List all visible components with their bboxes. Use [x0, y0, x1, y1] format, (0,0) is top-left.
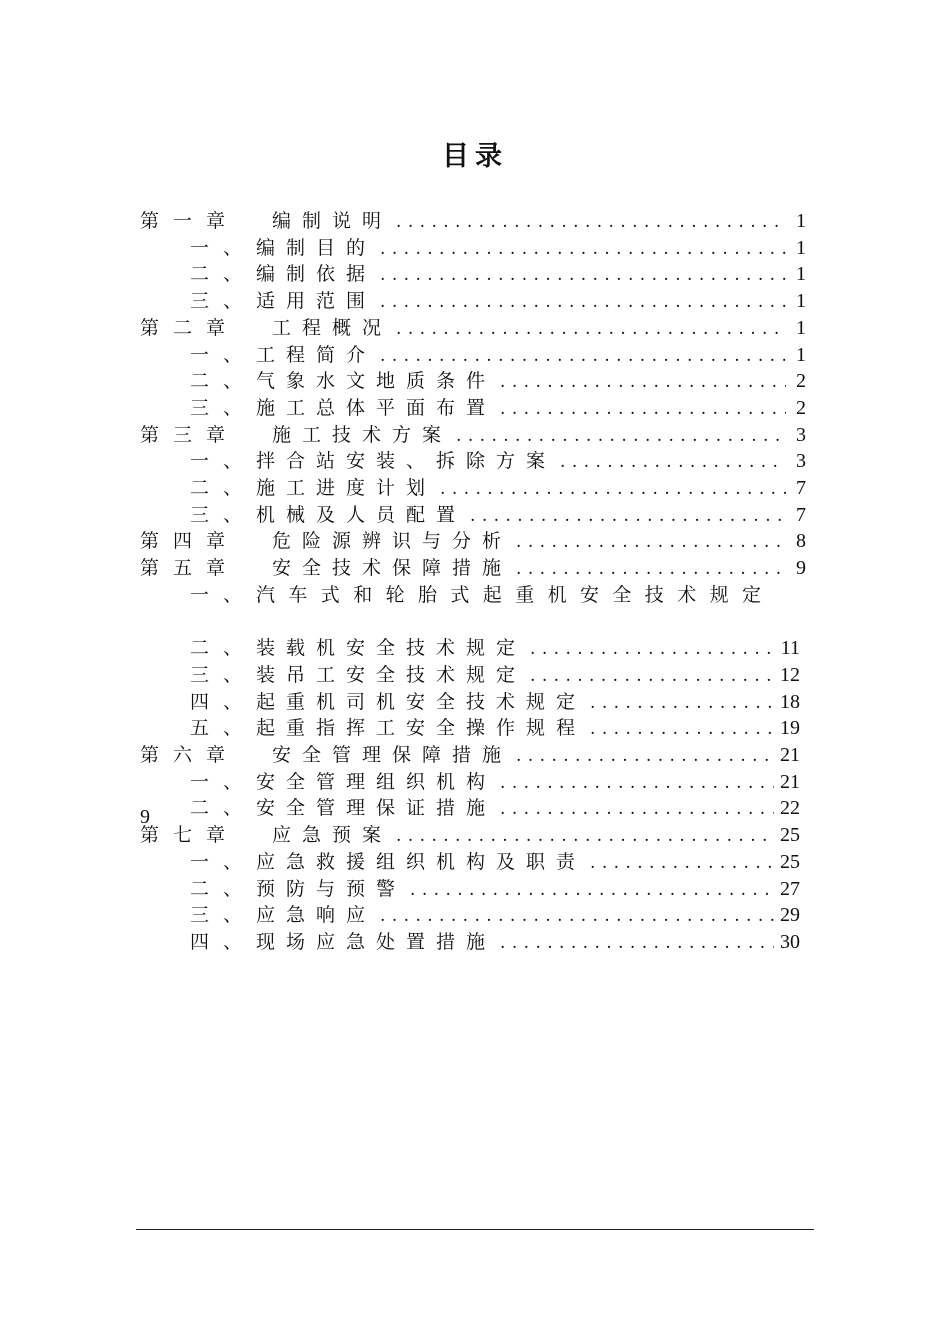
page-title: 目录: [442, 141, 508, 172]
dot-leader: [500, 796, 774, 823]
toc-title: 适用范围: [256, 290, 377, 313]
dot-leader: [590, 690, 774, 717]
dot-leader: [456, 423, 786, 450]
dot-leader: [516, 556, 786, 583]
footer-divider: [136, 1229, 814, 1230]
toc-section[interactable]: [190, 342, 806, 369]
toc-page: 18: [780, 690, 800, 713]
toc-title: 气象水文地质条件: [256, 370, 497, 393]
toc-title: 工程概况: [272, 316, 393, 339]
dot-leader: [560, 449, 786, 476]
toc-title: 现场应急处置措施: [256, 930, 497, 953]
toc-page: 25: [780, 850, 800, 873]
toc-chapter-7[interactable]: [140, 822, 800, 849]
toc-page: 21: [780, 744, 800, 766]
toc-title: 预防与预警: [256, 877, 407, 900]
dot-leader: [516, 529, 786, 556]
toc-page: 12: [780, 663, 800, 686]
dot-leader: [396, 209, 786, 236]
dot-leader: [500, 369, 786, 396]
toc-number: 三、: [190, 904, 257, 927]
toc-number: 第六章: [140, 744, 240, 766]
toc-chapter-5[interactable]: [140, 555, 806, 582]
toc-page: 3: [796, 423, 806, 446]
toc-title: 装吊工安全技术规定: [256, 663, 527, 686]
toc-chapter-1[interactable]: [140, 208, 806, 235]
toc-chapter-3[interactable]: [140, 422, 806, 449]
dot-leader: [530, 663, 774, 690]
toc-number: 第四章: [140, 530, 240, 553]
toc-number: 五、: [190, 717, 257, 740]
toc-page: 1: [796, 263, 806, 286]
dot-leader: [530, 636, 775, 663]
dot-leader: [500, 930, 774, 957]
toc-section[interactable]: [190, 795, 800, 822]
dot-leader: [500, 770, 774, 797]
toc-title: 起重指挥工安全操作规程: [256, 717, 587, 740]
toc-section[interactable]: [190, 769, 800, 796]
toc-section[interactable]: [190, 475, 806, 502]
toc-page: 1: [796, 290, 806, 313]
toc-page: 29: [780, 904, 800, 927]
dot-leader: [590, 716, 774, 743]
toc-number: 二、: [190, 637, 257, 660]
toc-title: 安全管理保障措施: [272, 744, 513, 766]
toc-number: 一、: [190, 450, 257, 473]
toc-chapter-4[interactable]: [140, 528, 806, 555]
toc-number: 二、: [190, 877, 257, 900]
toc-page: 9: [796, 557, 806, 580]
toc-number: 二、: [190, 797, 257, 820]
toc-section[interactable]: [190, 662, 800, 689]
dot-leader: [470, 503, 786, 530]
toc-number: 三、: [190, 503, 257, 526]
toc-number: 三、: [190, 663, 257, 686]
toc-section[interactable]: [190, 635, 800, 662]
dot-leader: [516, 743, 774, 770]
toc-page: 11: [780, 637, 800, 660]
toc-section[interactable]: [190, 876, 800, 903]
toc-number: 一、: [190, 583, 257, 606]
toc-section[interactable]: [190, 849, 800, 876]
toc-section[interactable]: [190, 689, 800, 716]
toc-title: 汽车式和轮胎式起重机安全技术规定: [256, 583, 775, 606]
toc-section[interactable]: [190, 368, 806, 395]
toc-number: 一、: [190, 770, 257, 793]
toc-number: 二、: [190, 370, 257, 393]
dot-leader: [380, 236, 786, 263]
toc-title: 装载机安全技术规定: [256, 637, 527, 660]
toc-title: 安全管理组织机构: [256, 770, 497, 793]
toc-page: 19: [780, 717, 800, 740]
toc-number: 一、: [190, 343, 257, 366]
toc-chapter-6[interactable]: [140, 742, 800, 769]
toc-title: 应急响应: [256, 904, 377, 927]
toc-title: 危险源辨识与分析: [272, 530, 513, 553]
toc-page: 27: [780, 877, 800, 900]
toc-title: 编制说明: [272, 210, 393, 232]
toc-number: 三、: [190, 396, 257, 419]
dot-leader: [380, 343, 786, 370]
toc-title: 施工技术方案: [272, 423, 453, 446]
toc-title: 施工总体平面布置: [256, 396, 497, 419]
toc-title: 安全管理保证措施: [256, 797, 497, 820]
toc-page: 2: [796, 396, 806, 419]
toc-section[interactable]: [190, 902, 800, 929]
dot-leader: [500, 396, 786, 423]
toc-title: 施工进度计划: [256, 477, 437, 499]
toc-number: 第五章: [140, 557, 240, 580]
toc-number: 一、: [190, 236, 257, 259]
toc-number: 三、: [190, 290, 257, 313]
toc-page: 1: [796, 316, 806, 339]
dot-leader: [410, 877, 774, 904]
toc-title: 编制目的: [256, 236, 377, 259]
toc-number: 二、: [190, 477, 257, 499]
toc-number: 二、: [190, 263, 257, 286]
dot-leader: [380, 289, 786, 316]
toc-title: 拌合站安装、拆除方案: [256, 450, 557, 473]
toc-title: 安全技术保障措施: [272, 557, 513, 580]
toc-section[interactable]: [190, 261, 806, 288]
toc-section[interactable]: [190, 502, 806, 529]
dot-leader: [380, 903, 774, 930]
toc-number: 第三章: [140, 423, 240, 446]
toc-page: 2: [796, 370, 806, 393]
toc-title: 编制依据: [256, 263, 377, 286]
toc-chapter-2[interactable]: [140, 315, 806, 342]
dot-leader: [380, 262, 786, 289]
dot-leader: [440, 476, 786, 503]
toc-page: 1: [796, 236, 806, 259]
toc-title: 应急预案: [272, 824, 393, 847]
toc-section[interactable]: [190, 288, 806, 315]
toc-page: 1: [796, 343, 806, 366]
dot-leader: [396, 823, 774, 850]
toc-section[interactable]: [190, 448, 806, 475]
toc-number: 第七章: [140, 824, 240, 847]
toc-page: 7: [796, 477, 806, 499]
toc-page: 30: [780, 930, 800, 953]
toc-page: 22: [780, 797, 800, 820]
toc-number: 第一章: [140, 210, 240, 232]
toc-number: 四、: [190, 930, 257, 953]
toc-page: 7: [796, 503, 806, 526]
toc-title: 机械及人员配置: [256, 503, 467, 526]
toc-title: 工程简介: [256, 343, 377, 366]
dot-leader: [396, 316, 786, 343]
toc-page: 8: [796, 530, 806, 553]
toc-page: 25: [780, 824, 800, 847]
toc-section[interactable]: [190, 715, 800, 742]
toc-number: 四、: [190, 690, 257, 713]
toc-section[interactable]: [190, 235, 806, 262]
toc-number: 一、: [190, 850, 257, 873]
toc-section[interactable]: [190, 395, 806, 422]
toc-title: 应急救援组织机构及职责: [256, 850, 587, 873]
dot-leader: [590, 850, 774, 877]
toc-section[interactable]: [190, 929, 800, 956]
toc-page: 3: [796, 450, 806, 473]
toc-section-wrapped[interactable]: [190, 582, 790, 609]
toc-page: 21: [780, 770, 800, 793]
toc-title: 起重机司机安全技术规定: [256, 690, 587, 713]
toc-page-wrapped: 9: [140, 806, 150, 828]
toc-page: 1: [796, 210, 806, 232]
toc-number: 第二章: [140, 316, 240, 339]
